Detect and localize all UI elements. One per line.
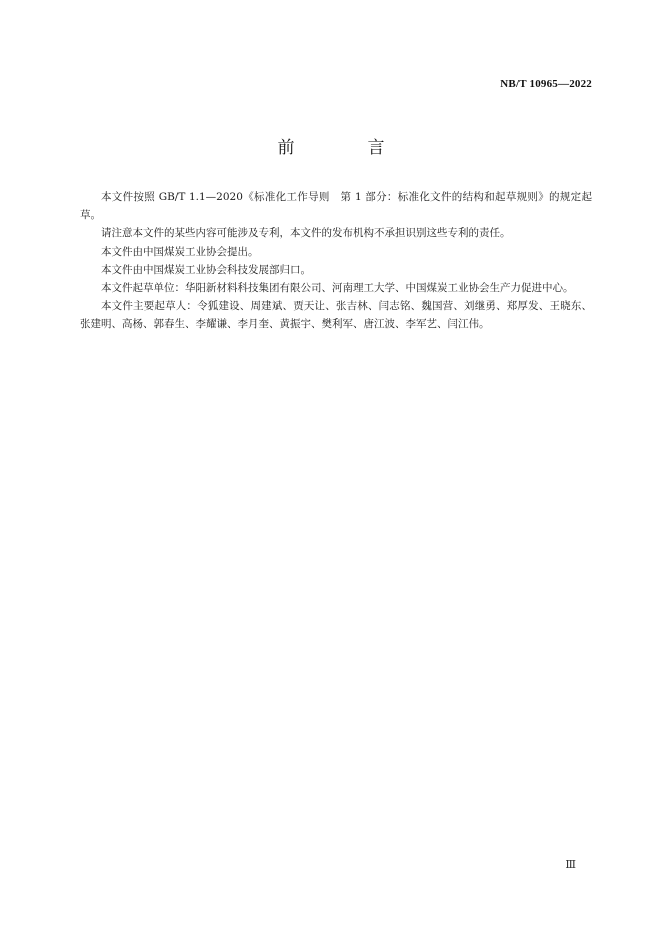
standard-code: NB/T 10965—2022 [500,78,592,90]
paragraph-drafting-units: 本文件起草单位：华阳新材料科技集团有限公司、河南理工大学、中国煤炭工业协会生产力促进中心。 [101,282,574,295]
paragraph-drafting-rules: 本文件按照 GB/T 1.1—2020《标准化工作导则 第 1 部分：标准化文件的结构和起草规则》的规定起草。 [80,191,592,222]
foreword-body [80,188,592,334]
paragraph-proposer: 本文件由中国煤炭工业协会提出。 [101,245,259,258]
paragraph-administrator: 本文件由中国煤炭工业协会科技发展部归口。 [101,263,311,276]
page-number: Ⅲ [565,859,576,871]
paragraph-drafters: 本文件主要起草人：令狐建设、周建斌、贾天让、张吉林、闫志铭、魏国营、刘继勇、郑厚发、王晓东、张建明、高杨、郭春生、李耀谦、李月奎、黄振宇、樊利军、唐江波、李军艺、闫江伟。 [80,300,592,331]
paragraph-patent-notice: 请注意本文件的某些内容可能涉及专利，本文件的发布机构不承担识别这些专利的责任。 [101,227,511,240]
page-title: 前 言 [277,138,413,158]
